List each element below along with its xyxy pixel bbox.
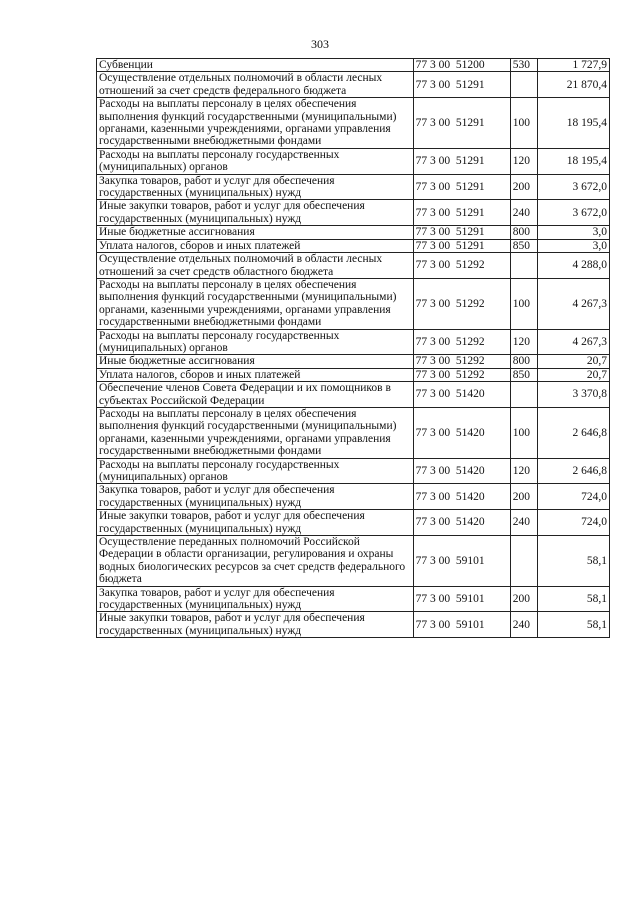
row-name-cell: Закупка товаров, работ и услуг для обеспечения государственных (муниципальных) нужд [97, 586, 414, 612]
row-name-cell: Расходы на выплаты персоналу государственных (муниципальных) органов [97, 148, 414, 174]
row-sum-cell: 3,0 [537, 239, 609, 252]
row-expense-type-cell: 120 [510, 329, 537, 355]
row-sum-cell: 1 727,9 [537, 59, 609, 72]
row-expense-type-cell [510, 72, 537, 98]
row-name-cell: Расходы на выплаты персоналу в целях обеспечения выполнения функций государственными (муниципальными) органами, казенными учреждениями, органами управления государственными внебюджетными фондами [97, 278, 414, 329]
row-code-cell: 77 3 00 51291 [413, 174, 510, 200]
row-sum-cell: 20,7 [537, 355, 609, 368]
row-sum-cell: 3,0 [537, 226, 609, 239]
row-sum-cell: 4 288,0 [537, 253, 609, 279]
table-row [97, 239, 610, 252]
row-expense-type-cell: 850 [510, 368, 537, 381]
row-expense-type-cell: 800 [510, 226, 537, 239]
row-sum-cell: 4 267,3 [537, 329, 609, 355]
table-row [97, 586, 610, 612]
row-name-cell: Осуществление отдельных полномочий в области лесных отношений за счет средств федерального бюджета [97, 72, 414, 98]
row-sum-cell: 58,1 [537, 586, 609, 612]
row-sum-cell: 724,0 [537, 484, 609, 510]
row-code-cell: 77 3 00 51200 [413, 59, 510, 72]
row-expense-type-cell: 100 [510, 278, 537, 329]
row-code-cell: 77 3 00 51292 [413, 329, 510, 355]
row-sum-cell: 18 195,4 [537, 98, 609, 149]
row-name-cell: Расходы на выплаты персоналу в целях обеспечения выполнения функций государственными (муниципальными) органами, казенными учреждениями, органами управления государственными внебюджетными фондами [97, 407, 414, 458]
row-sum-cell: 18 195,4 [537, 148, 609, 174]
row-sum-cell: 3 672,0 [537, 174, 609, 200]
row-code-cell: 77 3 00 59101 [413, 536, 510, 587]
row-code-cell: 77 3 00 51291 [413, 226, 510, 239]
row-expense-type-cell: 100 [510, 98, 537, 149]
row-name-cell: Уплата налогов, сборов и иных платежей [97, 239, 414, 252]
row-expense-type-cell: 800 [510, 355, 537, 368]
table-row [97, 59, 610, 72]
table-row [97, 368, 610, 381]
row-code-cell: 77 3 00 51292 [413, 355, 510, 368]
row-code-cell: 77 3 00 51420 [413, 407, 510, 458]
row-name-cell: Субвенции [97, 59, 414, 72]
row-name-cell: Закупка товаров, работ и услуг для обеспечения государственных (муниципальных) нужд [97, 174, 414, 200]
table-row [97, 484, 610, 510]
row-expense-type-cell [510, 536, 537, 587]
row-name-cell: Осуществление переданных полномочий Российской Федерации в области организации, регулирования и охраны водных биологических ресурсов за счет средств федерального бюджета [97, 536, 414, 587]
row-code-cell: 77 3 00 51291 [413, 72, 510, 98]
table-row [97, 382, 610, 408]
row-name-cell: Иные закупки товаров, работ и услуг для обеспечения государственных (муниципальных) нужд [97, 200, 414, 226]
row-sum-cell: 4 267,3 [537, 278, 609, 329]
row-code-cell: 77 3 00 51292 [413, 253, 510, 279]
table-row [97, 226, 610, 239]
row-sum-cell: 3 370,8 [537, 382, 609, 408]
row-code-cell: 77 3 00 51292 [413, 278, 510, 329]
row-expense-type-cell: 200 [510, 174, 537, 200]
row-code-cell: 77 3 00 59101 [413, 586, 510, 612]
table-row [97, 458, 610, 484]
row-sum-cell: 21 870,4 [537, 72, 609, 98]
row-name-cell: Обеспечение членов Совета Федерации и их помощников в субъектах Российской Федерации [97, 382, 414, 408]
row-expense-type-cell: 240 [510, 510, 537, 536]
row-expense-type-cell: 100 [510, 407, 537, 458]
table-row [97, 200, 610, 226]
row-expense-type-cell [510, 253, 537, 279]
table-row [97, 98, 610, 149]
budget-table [96, 58, 610, 638]
table-row [97, 72, 610, 98]
row-name-cell: Уплата налогов, сборов и иных платежей [97, 368, 414, 381]
row-name-cell: Иные бюджетные ассигнования [97, 355, 414, 368]
table-row [97, 355, 610, 368]
row-code-cell: 77 3 00 51420 [413, 510, 510, 536]
table-row [97, 612, 610, 638]
row-sum-cell: 58,1 [537, 612, 609, 638]
row-expense-type-cell: 530 [510, 59, 537, 72]
row-expense-type-cell: 120 [510, 148, 537, 174]
row-expense-type-cell [510, 382, 537, 408]
table-row [97, 536, 610, 587]
row-code-cell: 77 3 00 51291 [413, 239, 510, 252]
row-name-cell: Иные бюджетные ассигнования [97, 226, 414, 239]
row-code-cell: 77 3 00 51292 [413, 368, 510, 381]
row-name-cell: Иные закупки товаров, работ и услуг для обеспечения государственных (муниципальных) нужд [97, 510, 414, 536]
row-expense-type-cell: 200 [510, 484, 537, 510]
row-name-cell: Осуществление отдельных полномочий в области лесных отношений за счет средств областного бюджета [97, 253, 414, 279]
row-sum-cell: 724,0 [537, 510, 609, 536]
table-row [97, 278, 610, 329]
table-row [97, 510, 610, 536]
row-expense-type-cell: 240 [510, 200, 537, 226]
row-sum-cell: 58,1 [537, 536, 609, 587]
row-sum-cell: 2 646,8 [537, 458, 609, 484]
row-name-cell: Расходы на выплаты персоналу в целях обеспечения выполнения функций государственными (муниципальными) органами, казенными учреждениями, органами управления государственными внебюджетными фондами [97, 98, 414, 149]
table-row [97, 253, 610, 279]
page-number: 303 [311, 37, 329, 51]
row-name-cell: Иные закупки товаров, работ и услуг для обеспечения государственных (муниципальных) нужд [97, 612, 414, 638]
row-name-cell: Расходы на выплаты персоналу государственных (муниципальных) органов [97, 329, 414, 355]
row-code-cell: 77 3 00 51420 [413, 484, 510, 510]
table-row [97, 174, 610, 200]
row-code-cell: 77 3 00 51291 [413, 98, 510, 149]
row-code-cell: 77 3 00 51420 [413, 382, 510, 408]
row-code-cell: 77 3 00 51291 [413, 200, 510, 226]
row-sum-cell: 2 646,8 [537, 407, 609, 458]
table-row [97, 329, 610, 355]
row-code-cell: 77 3 00 51291 [413, 148, 510, 174]
budget-table-body [97, 59, 610, 638]
row-expense-type-cell: 240 [510, 612, 537, 638]
row-code-cell: 77 3 00 59101 [413, 612, 510, 638]
row-expense-type-cell: 120 [510, 458, 537, 484]
row-name-cell: Закупка товаров, работ и услуг для обеспечения государственных (муниципальных) нужд [97, 484, 414, 510]
row-expense-type-cell: 200 [510, 586, 537, 612]
row-sum-cell: 20,7 [537, 368, 609, 381]
table-row [97, 407, 610, 458]
row-expense-type-cell: 850 [510, 239, 537, 252]
row-sum-cell: 3 672,0 [537, 200, 609, 226]
row-name-cell: Расходы на выплаты персоналу государственных (муниципальных) органов [97, 458, 414, 484]
row-code-cell: 77 3 00 51420 [413, 458, 510, 484]
table-row [97, 148, 610, 174]
